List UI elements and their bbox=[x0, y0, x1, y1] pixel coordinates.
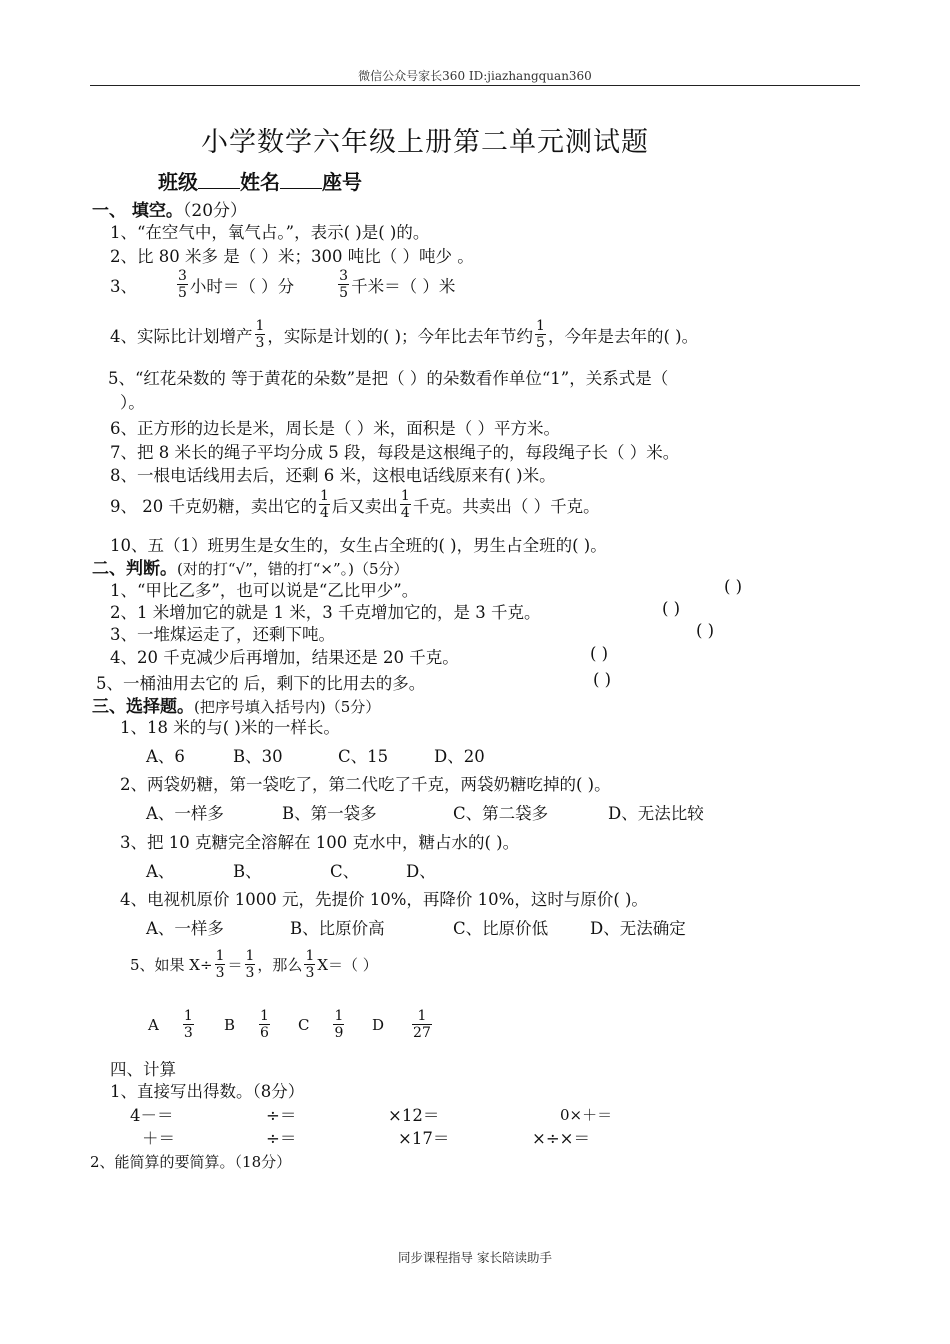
student-info-line bbox=[158, 166, 362, 195]
fill-q1: 1、“在空气中，氧气占。”，表示( )是( )的。 bbox=[110, 223, 430, 242]
fill-q4: 4、实际比计划增产 $\frac{1}{3}$ ，实际是计划的( )；今年比去年节约 $\frac{1}{5}$ ，今年是去年的( )。 bbox=[110, 318, 699, 351]
section2-heading: 二、判断。(对的打“√”，错的打“×”。)（5分） bbox=[92, 559, 409, 579]
choice-q1: 1、18 米的与( )米的一样长。 bbox=[120, 718, 340, 737]
calc-r1-c3: ×12＝ bbox=[388, 1106, 440, 1125]
choice-q1-opt-a[interactable]: A、6 bbox=[146, 747, 185, 766]
choice-q3: 3、把 10 克糖完全溶解在 100 克水中，糖占水的( )。 bbox=[120, 833, 520, 852]
calc-r1-c4: 0×＋＝ bbox=[560, 1106, 613, 1124]
choice-q5: 5、如果 X÷ $\frac{1}{3}$ ＝ $\frac{1}{3}$ ，那么 $\frac{1}{3}$ X＝（ ） bbox=[130, 948, 378, 981]
fraction: $\frac{1}{27}$ bbox=[413, 1008, 431, 1041]
choice-q3-opt-c[interactable]: C、 bbox=[330, 862, 360, 881]
calc-r2-c3: ×17＝ bbox=[398, 1129, 450, 1148]
calc-sub1: 1、直接写出得数。（8分） bbox=[110, 1082, 305, 1101]
fraction: $\frac{1}{6}$ bbox=[260, 1008, 269, 1041]
name-blank[interactable] bbox=[280, 170, 322, 189]
fill-q3: 3、 $\frac{3}{5}$ 小时＝（ ）分 $\frac{3}{5}$ 千米＝（ ）米 bbox=[110, 268, 456, 301]
choice-q4-opt-a[interactable]: A、一样多 bbox=[146, 919, 224, 938]
fraction: $\frac{1}{5}$ bbox=[536, 318, 545, 351]
fraction: $\frac{1}{3}$ bbox=[255, 318, 265, 351]
choice-q5-opt-a[interactable]: A $\frac{1}{3}$ bbox=[148, 1008, 193, 1041]
fill-q9: 9、 20 千克奶糖，卖出它的 $\frac{1}{4}$ 后又卖出 $\frac{1}{4}$ 千克。共卖出（ ）千克。 bbox=[110, 488, 600, 521]
section4-heading: 四、计算 bbox=[110, 1060, 176, 1079]
choice-q2-opt-a[interactable]: A、一样多 bbox=[146, 804, 224, 823]
fraction: $\frac{1}{3}$ bbox=[245, 948, 255, 981]
judge-q5-text: 5、一桶油用去它的 后，剩下的比用去的多。 bbox=[96, 674, 426, 693]
choice-q2-opt-b[interactable]: B、第一袋多 bbox=[282, 804, 377, 823]
fill-q2: 2、比 80 米多 是（ ）米；300 吨比（ ）吨少 。 bbox=[110, 247, 474, 266]
judge-q1-text: 1、“甲比乙多”，也可以说是“乙比甲少”。 bbox=[110, 581, 419, 600]
section1-heading: 一、 填空。（20分） bbox=[92, 201, 248, 221]
class-label: 班级 bbox=[158, 170, 198, 194]
fraction: $\frac{1}{3}$ bbox=[183, 1008, 193, 1041]
fill-q7: 7、把 8 米长的绳子平均分成 5 段，每段是这根绳子的，每段绳子长（ ）米。 bbox=[110, 443, 680, 462]
choice-q1-opt-c[interactable]: C、15 bbox=[338, 747, 389, 766]
calc-r1-c2: ÷＝ bbox=[266, 1106, 297, 1125]
judge-q2-paren[interactable]: ( ) bbox=[662, 599, 681, 618]
choice-q2: 2、两袋奶糖，第一袋吃了，第二代吃了千克，两袋奶糖吃掉的( )。 bbox=[120, 775, 611, 794]
choice-q1-opt-b[interactable]: B、30 bbox=[233, 747, 283, 766]
page-title: 小学数学六年级上册第二单元测试题 bbox=[201, 127, 649, 158]
calc-r2-c1: ＋＝ bbox=[142, 1129, 175, 1148]
calc-sub2: 2、能简算的要简算。（18分） bbox=[90, 1153, 292, 1171]
fraction: $\frac{1}{4}$ bbox=[319, 488, 329, 521]
choice-q5-opt-b[interactable]: B $\frac{1}{6}$ bbox=[224, 1008, 269, 1041]
judge-q3-text: 3、一堆煤运走了，还剩下吨。 bbox=[110, 625, 335, 644]
header-divider bbox=[90, 85, 860, 86]
judge-q5-paren[interactable]: ( ) bbox=[593, 670, 612, 689]
choice-q4: 4、电视机原价 1000 元，先提价 10%，再降价 10%，这时与原价( )。 bbox=[120, 890, 648, 909]
seat-label: 座号 bbox=[322, 170, 362, 194]
choice-q3-opt-b[interactable]: B、 bbox=[233, 862, 262, 881]
fill-q5-a: 5、“红花朵数的 等于黄花的朵数”是把（ ）的朵数看作单位“1”，关系式是（ bbox=[108, 369, 669, 388]
judge-q3-paren[interactable]: ( ) bbox=[696, 621, 715, 640]
name-label: 姓名 bbox=[240, 170, 280, 194]
judge-q4-text: 4、20 千克减少后再增加，结果还是 20 千克。 bbox=[110, 648, 459, 667]
choice-q4-opt-d[interactable]: D、无法确定 bbox=[590, 919, 686, 938]
fraction: $\frac{3}{5}$ bbox=[339, 268, 349, 301]
section3-heading: 三、选择题。(把序号填入括号内)（5分） bbox=[92, 697, 381, 717]
fraction: $\frac{1}{3}$ bbox=[215, 948, 225, 981]
fraction: $\frac{3}{5}$ bbox=[178, 268, 187, 301]
judge-q1-paren[interactable]: ( ) bbox=[724, 577, 743, 596]
calc-r2-c2: ÷＝ bbox=[266, 1129, 297, 1148]
fill-q6: 6、正方形的边长是米，周长是（ ）米，面积是（ ）平方米。 bbox=[110, 419, 560, 438]
choice-q3-opt-a[interactable]: A、 bbox=[146, 862, 175, 881]
choice-q5-opt-d[interactable]: D $\frac{1}{27}$ bbox=[372, 1008, 431, 1041]
fraction: $\frac{1}{3}$ bbox=[305, 948, 315, 981]
fill-q10: 10、五（1）班男生是女生的，女生占全班的( )，男生占全班的( )。 bbox=[110, 536, 607, 555]
page-header: 微信公众号家长360 ID:jiazhangquan360 bbox=[358, 69, 592, 83]
choice-q2-opt-d[interactable]: D、无法比较 bbox=[608, 804, 704, 823]
choice-q2-opt-c[interactable]: C、第二袋多 bbox=[453, 804, 549, 823]
fraction: $\frac{1}{4}$ bbox=[400, 488, 410, 521]
choice-q3-opt-d[interactable]: D、 bbox=[406, 862, 436, 881]
calc-r2-c4: ×÷×＝ bbox=[532, 1129, 590, 1148]
choice-q4-opt-b[interactable]: B、比原价高 bbox=[290, 919, 385, 938]
judge-q2-text: 2、1 米增加它的就是 1 米，3 千克增加它的，是 3 千克。 bbox=[110, 603, 541, 622]
judge-q4-paren[interactable]: ( ) bbox=[590, 644, 609, 663]
class-blank[interactable] bbox=[198, 170, 240, 189]
choice-q5-opt-c[interactable]: C $\frac{1}{9}$ bbox=[298, 1008, 344, 1041]
fill-q5-b: ）。 bbox=[120, 393, 145, 412]
choice-q4-opt-c[interactable]: C、比原价低 bbox=[453, 919, 549, 938]
fill-q8: 8、一根电话线用去后，还剩 6 米，这根电话线原来有( )米。 bbox=[110, 466, 556, 485]
calc-r1-c1: 4－＝ bbox=[130, 1106, 174, 1125]
choice-q1-opt-d[interactable]: D、20 bbox=[434, 747, 485, 766]
fraction: $\frac{1}{9}$ bbox=[334, 1008, 344, 1041]
page-footer: 同步课程指导 家长陪读助手 bbox=[398, 1250, 552, 1265]
